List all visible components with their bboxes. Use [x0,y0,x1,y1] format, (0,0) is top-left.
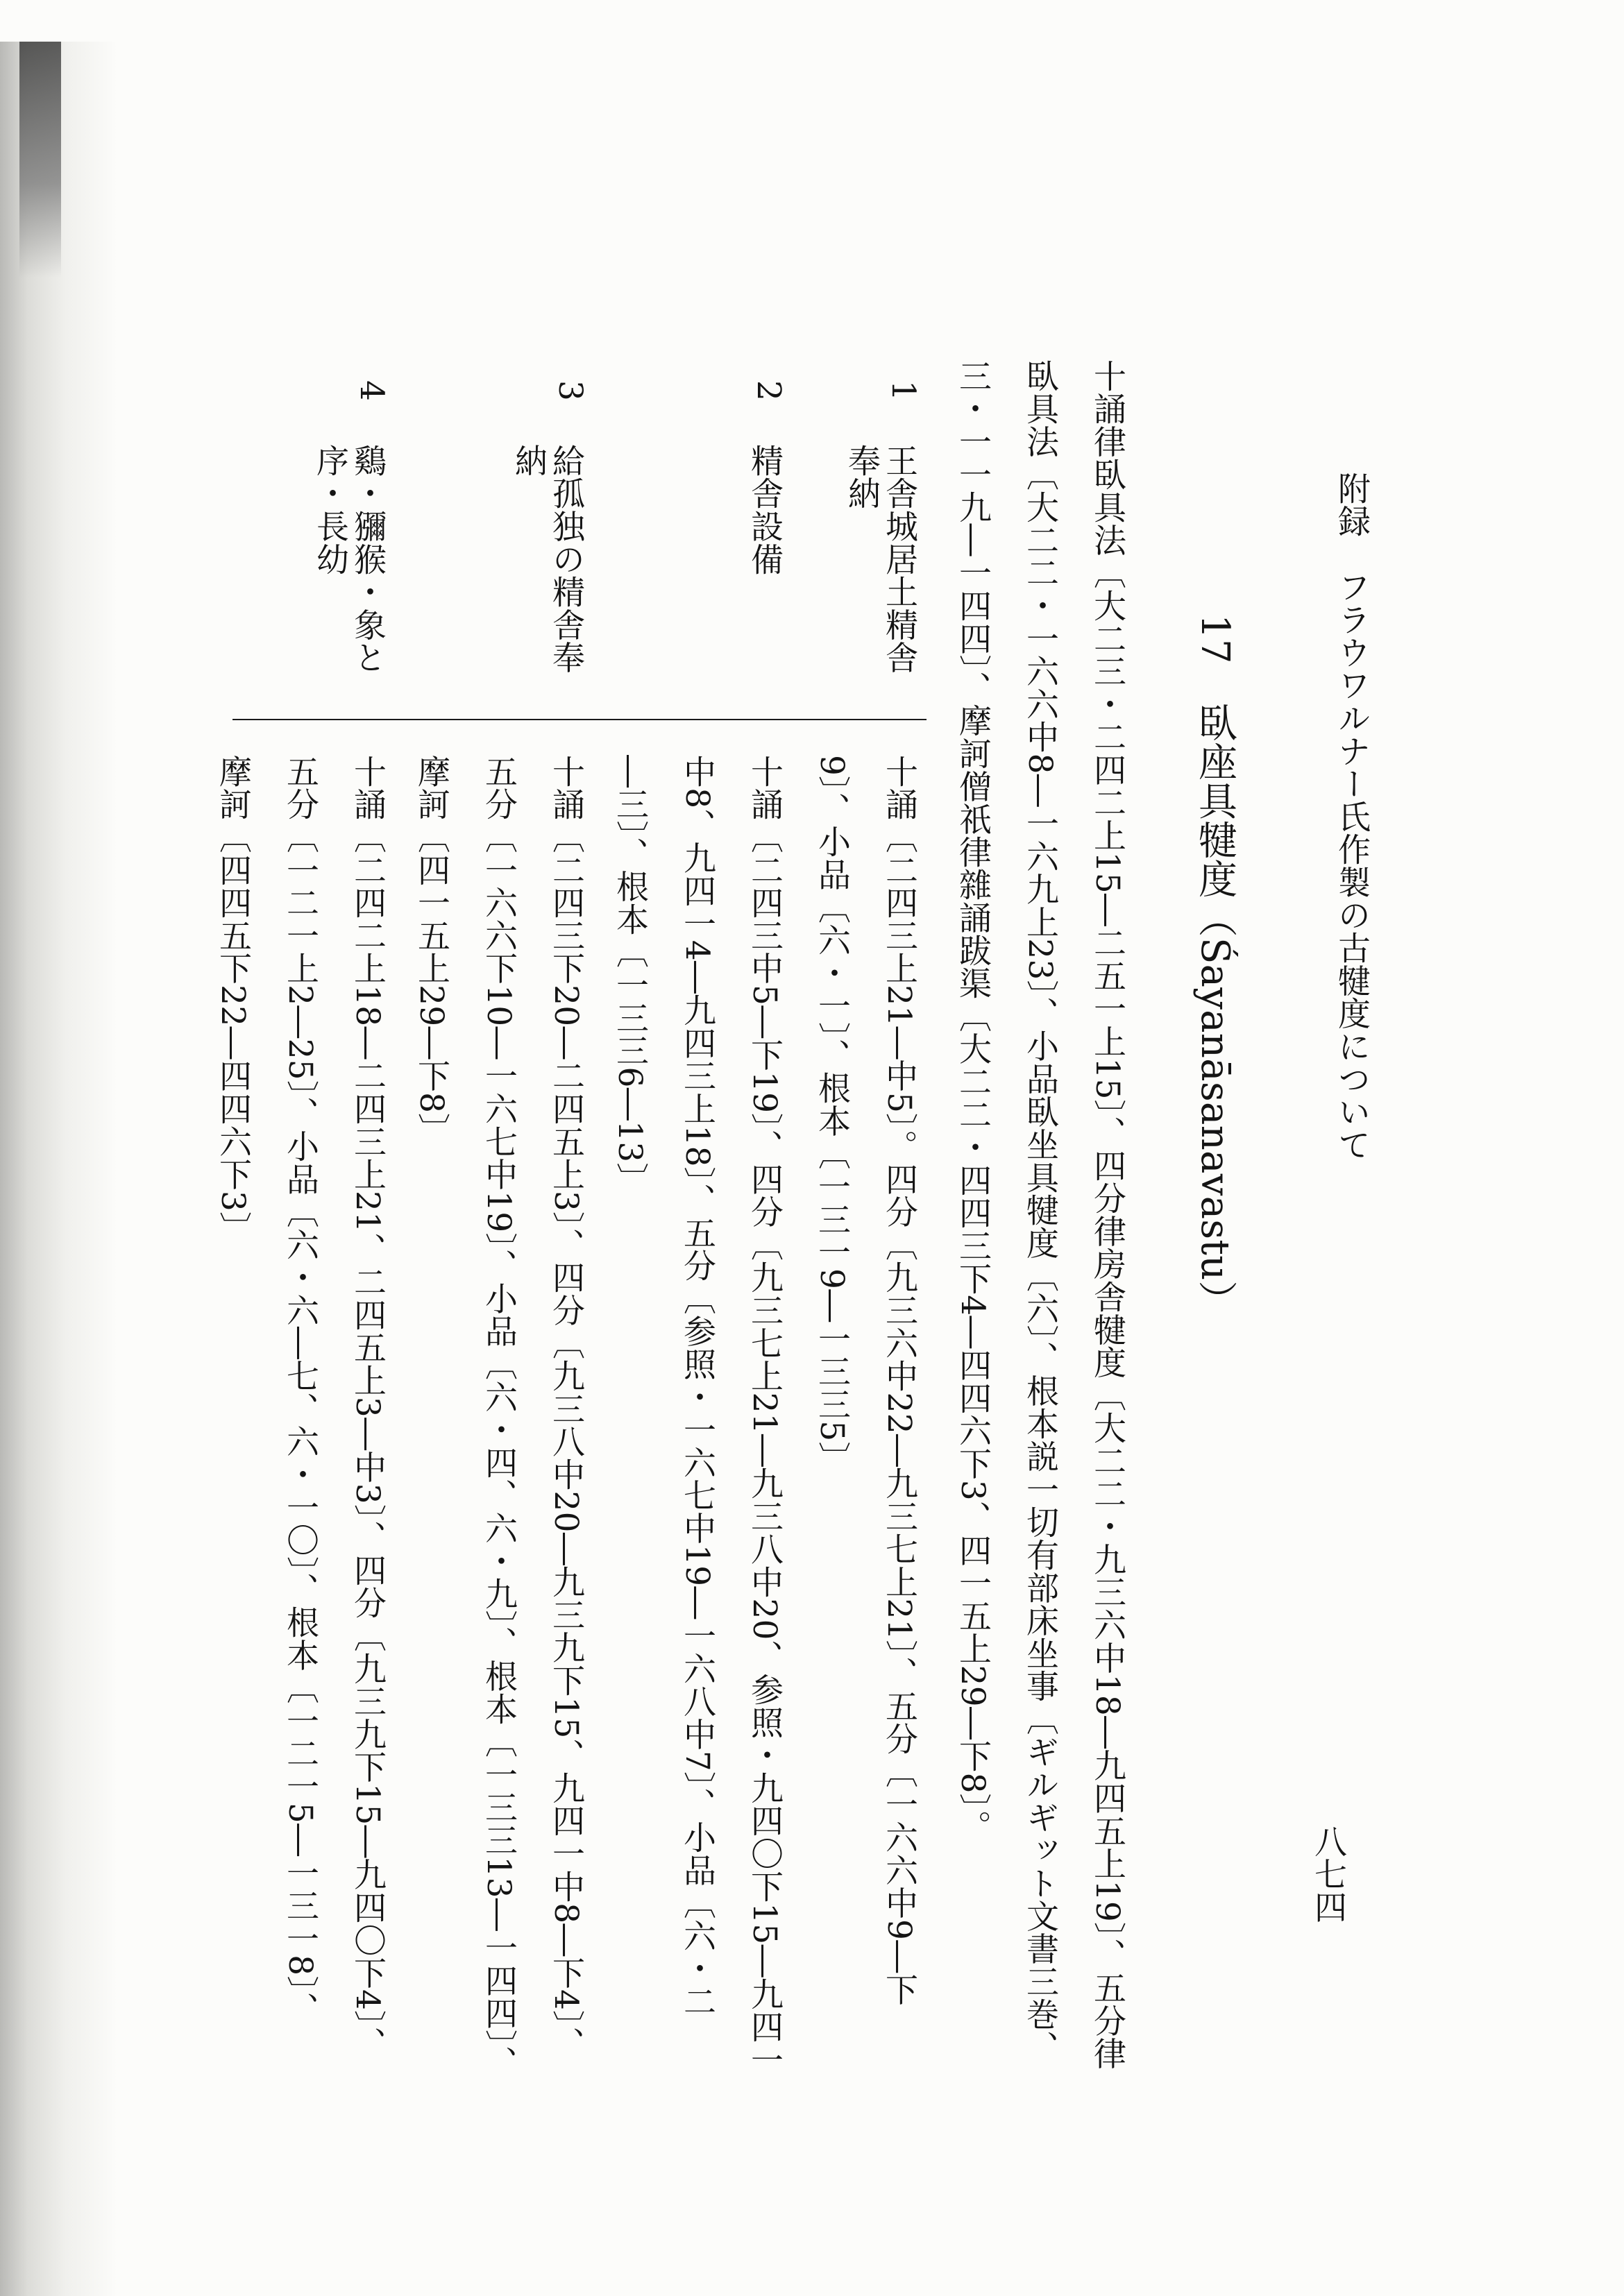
item-3-label-line-2: 納 [509,444,548,477]
item-1-label-line-2: 奉納 [843,444,881,510]
intro-line-1: 十誦律臥具法〔大二三・二四二上15―二五一上15〕、四分律房舎犍度〔大二二・九三六中18―九四五上19〕、五分律 [1088,359,1126,2070]
item-2-label-line-1: 精舎設備 [745,444,784,576]
item-2-number: 2 [750,380,788,402]
item-3-ref-line-1: 十誦〔二四三下20―二四五上3〕、四分〔九三八中20―九三九下15、九四一中8―下4〕、 [547,755,585,2060]
page-number: 八七四 [1309,1825,1347,1923]
item-2-ref-line-3: ―三〕、根本〔一三三6―13〕 [611,755,649,1196]
column-divider [232,719,927,720]
section-title: 17 臥座具犍度（Śayanāsanavastu） [1192,614,1237,1320]
item-1-ref-line-2: 9〕、小品〔六・一〕、根本〔一三一9―一三三5〕 [813,755,851,1474]
item-3-ref-line-3: 摩訶〔四一五上29―下8〕 [412,755,450,1146]
intro-line-2: 臥具法〔大二二・一六六中8―一六九上23〕、小品臥坐具犍度〔六〕、根本説一切有部床坐事〔ギルギット文書三巻、 [1021,359,1059,2064]
item-1-label-line-1: 王舎城居土精舎 [880,444,918,674]
item-2-ref-line-2: 中8、九四一4―九四三上18〕、五分〔参照・一六七中19―一六八中7〕、小品〔六・二 [678,755,716,2018]
item-3-ref-line-2: 五分〔一六六下10―一六七中19〕、小品〔六・四、六・九〕、根本〔一三三13―一四四〕、 [480,755,518,2080]
item-1-number: 1 [884,380,922,402]
item-4-ref-line-2: 五分〔一二一上2―25〕、小品〔六・六―七、六・一〇〕、根本〔一二一5―一三一8〕、 [281,755,319,2025]
binding-shadow [19,42,61,278]
intro-line-3: 三・一一九―一四四〕、摩訶僧祇律雜誦跋渠〔大二二・四四三下4―四四六下3、四一五上29―下8〕。 [954,359,992,1843]
item-4-number: 4 [353,380,391,402]
book-spine-shadow [0,42,118,2296]
item-4-label-line-2: 序・長幼 [311,444,349,576]
item-4-ref-line-1: 十誦〔二四二上18―二四三上21、二四五上3―中3〕、四分〔九三九下15―九四〇下4〕、 [348,755,387,2060]
item-3-label-line-1: 給孤独の精舎奉 [547,444,585,674]
item-3-number: 3 [551,380,589,402]
item-2-ref-line-1: 十誦〔二四三中5―下19〕、四分〔九三七上21―九三八中20、参照・九四〇下15―九四一 [745,755,784,2076]
item-4-ref-line-3: 摩訶〔四四五下22―四四六下3〕 [214,755,252,1245]
running-title: 附録 フラウワルナー氏作製の古犍度について [1333,472,1371,1162]
item-4-label-line-1: 鷄・獼猴・象と [348,444,387,674]
item-1-ref-line-1: 十誦〔二四三上21―中5〕。四分〔九三六中22―九三七上21〕、五分〔一六六中9―下 [880,755,918,2006]
